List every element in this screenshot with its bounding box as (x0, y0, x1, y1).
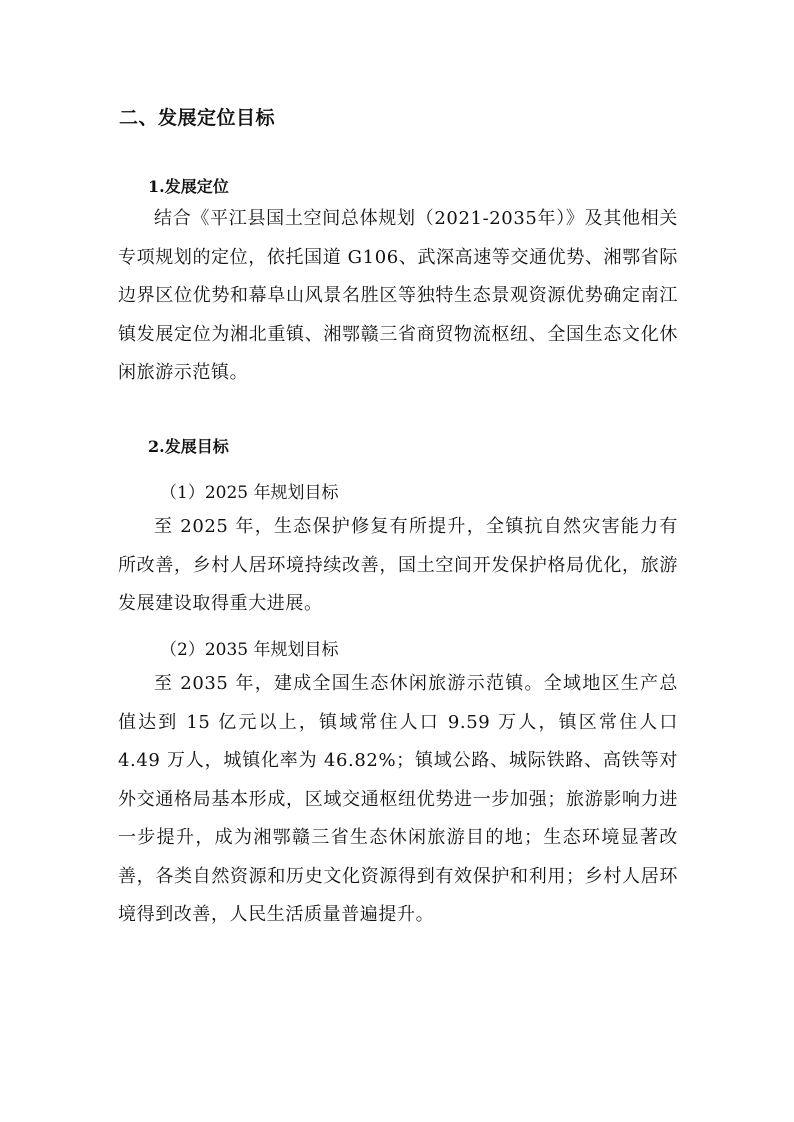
positioning-heading: 1.发展定位 (148, 177, 229, 196)
goal-2035-heading: （2）2035 年规划目标 (160, 640, 339, 660)
section-title: 二、发展定位目标 (119, 107, 276, 129)
positioning-paragraph: 结合《平江县国土空间总体规划（2021-2035年）》及其他相关专项规划的定位，依托国道 G106、武深高速等交通优势、湘鄂省际边界区位优势和幕阜山风景名胜区等独特生态景观资源优势确定南江镇发展定位为湘北重镇、湘鄂赣三省商贸物流枢纽、全国生态文化休闲旅游示范镇。 (118, 208, 678, 383)
goal-2025-heading: （1）2025 年规划目标 (160, 483, 339, 503)
goal-2035-paragraph: 至 2035 年，建成全国生态休闲旅游示范镇。全域地区生产总值达到 15 亿元以上，镇域常住人口 9.59 万人，镇区常住人口 4.49 万人，城镇化率为 46.82%；镇域公路、城际铁路、高铁等对外交通格局基本形成，区域交通枢纽优势进一步加强；旅游影响力进一步提升，成为湘鄂赣三省生态休闲旅游目的地；生态环境显著改善，各类自然资源和历史文化资源得到有效保护和利用；乡村人居环境得到改善，人民生活质量普遍提升。 (118, 673, 678, 925)
goals-heading: 2.发展目标 (148, 437, 229, 456)
goal-2025-paragraph: 至 2025 年，生态保护修复有所提升，全镇抗自然灾害能力有所改善，乡村人居环境持续改善，国土空间开发保护格局优化，旅游发展建设取得重大进展。 (118, 516, 678, 614)
